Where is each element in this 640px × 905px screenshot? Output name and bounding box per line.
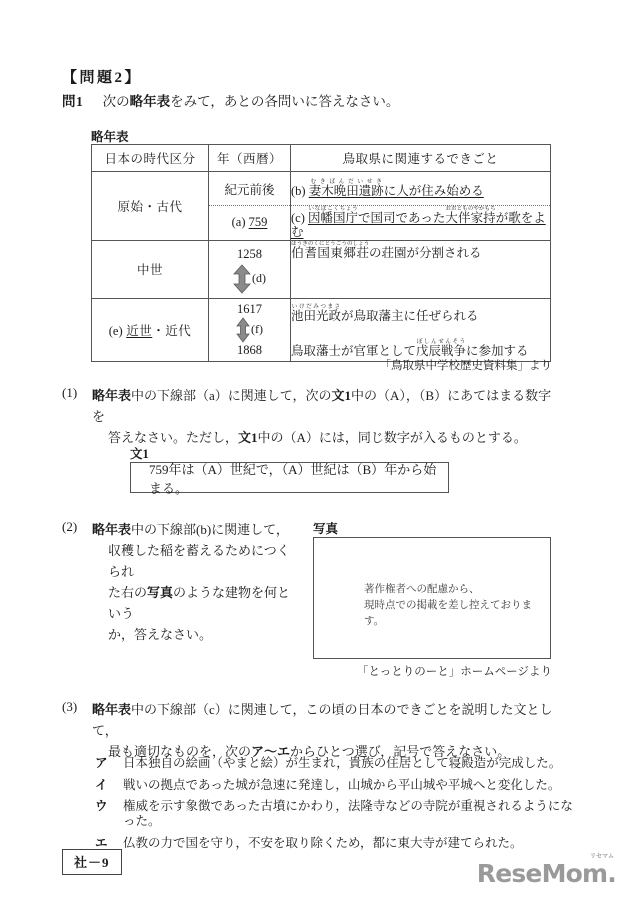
bun1-text: 759年は（A）世紀で，（A）世紀は（B）年から始まる。 — [149, 461, 437, 496]
choice-a[interactable] — [95, 756, 575, 771]
table-header-row — [92, 145, 551, 172]
chronology-table — [91, 144, 551, 362]
table-source: 「鳥取県中学校歴史資料集」より — [379, 360, 552, 372]
table-row — [92, 172, 551, 206]
year-value-bottom: 1868 — [237, 342, 262, 357]
photo-notice-line-1: 著作権者への配慮から、 — [364, 584, 480, 595]
photo-notice-line-2: 現時点での掲載を差し控えております。 — [364, 599, 532, 627]
question-1-label: 問1 — [62, 94, 84, 109]
choice-e[interactable] — [95, 836, 575, 851]
choice-mark: エ — [95, 835, 108, 850]
question-2-line-1: 略年表中の下線部(b)に関連して， — [92, 522, 289, 537]
logo-text: ReseMom — [476, 859, 608, 888]
year-cell: 紀元前後 — [209, 172, 291, 206]
question-2-line-3: た右の写真のような建物を何という — [108, 585, 291, 622]
era-cell-ancient: 原始・古代 — [92, 172, 209, 241]
choice-mark: ア — [95, 756, 108, 770]
question-3-body — [92, 699, 570, 762]
choice-mark: イ — [95, 777, 108, 792]
ruby-hoki-togo: 伯耆国東郷荘ほうきのくにとうごうのしょう — [291, 240, 370, 260]
era-cell-modern — [92, 298, 209, 361]
era-rest: ・近代 — [152, 323, 192, 338]
photo-placeholder — [313, 537, 551, 659]
table-row — [92, 298, 551, 361]
choice-text: 仏教の力で国を守り，不安を取り除くため，都に東大寺が建てられた。 — [123, 835, 523, 850]
choice-text: 権威を示す象徴であった古墳にかわり，法隆寺などの寺院が重視されるようになった。 — [123, 799, 573, 828]
ruby-inaba-kokucho: 因幡国庁いなばこくちょう — [308, 206, 359, 225]
column-header-year: 年（西暦） — [209, 145, 291, 172]
year-cell-with-arrow — [209, 298, 291, 361]
ruby-mukibanda: 妻木晩田遺跡むきばんだいせき — [308, 178, 384, 198]
ruby-ikeda-mitsumasa: 池田光政いけだみつまさ — [291, 303, 342, 323]
event-cell — [291, 172, 551, 206]
question-2-body — [92, 519, 297, 645]
column-header-era: 日本の時代区分 — [92, 145, 209, 172]
section-title: 【問題2】 — [62, 70, 143, 86]
era-mark-e: (e) — [108, 323, 123, 338]
table-caption: 略年表 — [91, 130, 129, 144]
event-cell — [291, 298, 551, 361]
bun1-box — [130, 461, 449, 496]
arrow-d — [209, 264, 290, 294]
era-underlined-part: 近世 — [126, 323, 153, 338]
year-value-top: 1617 — [237, 301, 262, 316]
answer-choices — [95, 756, 575, 857]
resemom-logo — [476, 853, 616, 888]
year-value: 759 — [248, 215, 268, 230]
ruby-otomo-yakamochi: 大伴家持おおとものやかもち — [445, 206, 496, 225]
year-cell — [209, 206, 291, 241]
question-1-number: (1) — [62, 385, 78, 400]
logo-dot: . — [607, 859, 616, 888]
question-1-line-1: 略年表中の下線部（a）に関連して，次の文1中の（A），（B）にあてはまる数字を — [92, 388, 552, 425]
table-row — [92, 240, 551, 298]
event-mark-b: (b) — [291, 183, 306, 198]
event-text-top: 池田光政いけだみつまさが鳥取藩主に任ぜられる — [291, 303, 479, 323]
year-mark-a: (a) — [231, 215, 246, 230]
column-header-event: 鳥取県に関連するできごと — [291, 145, 551, 172]
ruby-boshin-senso: 戊辰戦争ぼしんせんそう — [416, 339, 467, 359]
event-mark-c: (c) — [291, 211, 305, 225]
question-1-heading — [62, 90, 399, 110]
choice-u[interactable] — [95, 799, 575, 829]
year-cell-with-arrow — [209, 240, 291, 298]
choice-text: 戦いの拠点であった城が急速に発達し，山城から平山城や平城へと変化した。 — [123, 777, 561, 792]
choice-mark: ウ — [95, 799, 108, 813]
era-cell-medieval: 中世 — [92, 240, 209, 298]
event-cell: 伯耆国東郷荘ほうきのくにとうごうのしょうの荘園が分割される — [291, 240, 551, 298]
question-2-line-2: 収穫した稲を蓄えるためにつくられ — [108, 543, 290, 580]
question-1-body — [92, 385, 562, 448]
question-3-number: (3) — [62, 699, 78, 714]
double-arrow-icon — [233, 264, 251, 294]
photo-source: 「とっとりのーと」ホームページより — [356, 666, 552, 678]
question-3-line-2: 最も適切なものを，次のア～エからひとつ選び，記号で答えなさい。 — [108, 744, 511, 760]
page-marker: 社－9 — [62, 849, 122, 875]
logo-ruby: リセマム — [590, 853, 614, 860]
bun1-label: 文1 — [130, 447, 149, 461]
question-2-line-4: か，答えなさい。 — [108, 627, 213, 643]
event-text-bottom: 鳥取藩士が官軍として戊辰戦争ぼしんせんそうに参加する — [291, 339, 529, 359]
question-1-line-2: 答えなさい。ただし，文1中の（A）には，同じ数字が入るものとする。 — [108, 430, 527, 446]
year-value: 1258 — [237, 246, 262, 261]
arrow-f — [209, 317, 290, 343]
arrow-label-f: (f) — [251, 322, 263, 337]
choice-text: 日本独自の絵画（やまと絵）が生まれ，貴族の住居として寝殿造が完成した。 — [123, 756, 562, 770]
choice-i[interactable] — [95, 778, 575, 793]
event-text: 因幡国庁いなばこくちょうで国司であった大伴家持おおとものやかもちが歌をよむ — [291, 206, 546, 240]
event-text: 妻木晩田遺跡むきばんだいせきに人が住み始める — [308, 178, 484, 198]
photo-label: 写真 — [313, 522, 339, 536]
event-cell — [291, 206, 551, 241]
photo-notice — [364, 582, 550, 629]
double-arrow-icon — [236, 317, 250, 343]
question-1-instruction: 次の略年表をみて，あとの各問いに答えなさい。 — [102, 94, 400, 109]
question-2-number: (2) — [62, 519, 78, 534]
question-3-line-1: 略年表中の下線部（c）に関連して，この頃の日本のできごとを説明した文として， — [92, 702, 553, 739]
arrow-label-d: (d) — [252, 271, 266, 286]
